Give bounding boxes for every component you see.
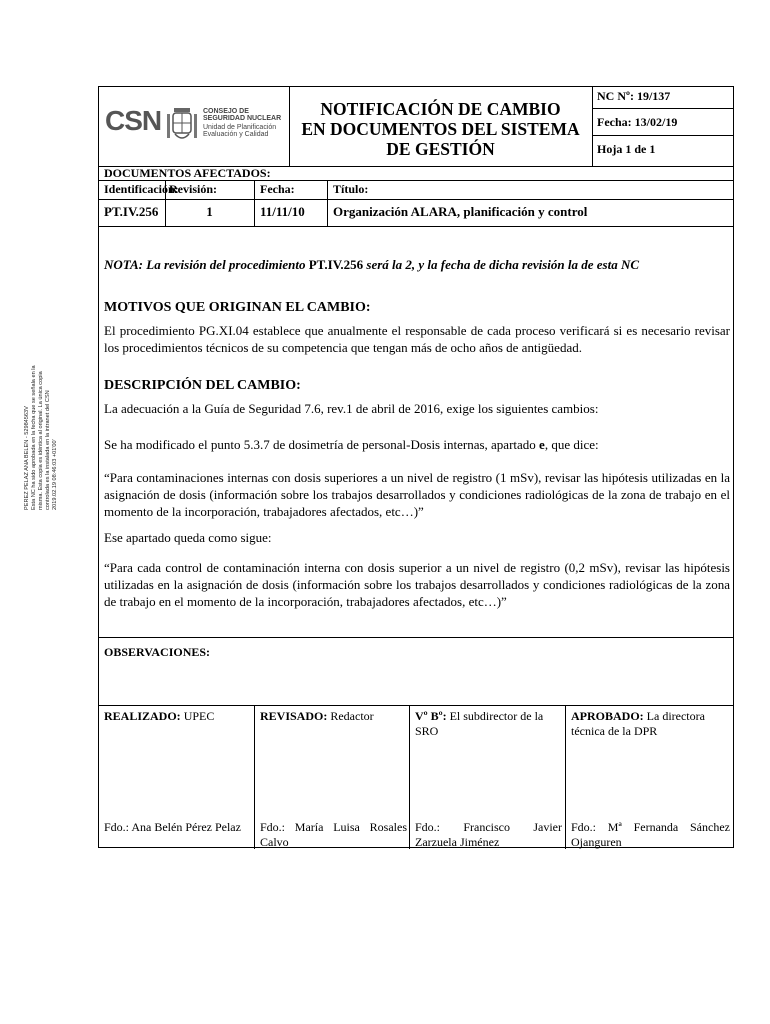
paragraph-text: Se ha modificado el punto 5.3.7 de dosimetría de personal-Dosis internas, apartado <box>104 437 540 452</box>
paragraph-text: , que dice: <box>544 437 599 452</box>
original-clause-quote: “Para contaminaciones internas con dosis superiores a un nivel de registro (1 mSv), revisar las hipótesis utilizadas en la asignación de dosis (información sobre los trabajos desarrollados y condiciones radiológicas de la zona de trabajo en el momento de la incorporación, trabajadores afectados, etc…)” <box>104 470 730 519</box>
form-date: Fecha: 13/02/19 <box>597 115 678 129</box>
side-note-line: 2019.02.19 08:46:03 +01'00' <box>52 439 58 510</box>
signer-revisado: Fdo.: María Luisa Rosales Calvo <box>260 820 407 849</box>
signer-vb: Fdo.: Francisco Javier Zarzuela Jiménez <box>415 820 562 849</box>
signer-aprobado: Fdo.: Mª Fernanda Sánchez Ojanguren <box>571 820 730 849</box>
reasons-text: El procedimiento PG.XI.04 establece que anualmente el responsable de cada proceso verificará si es necesario revisar los procedimientos técnicos de su competencia que tengan más de ocho años de antigüedad. <box>104 323 730 355</box>
title-line: NOTIFICACIÓN DE CAMBIO <box>320 99 561 119</box>
logo-unit-name <box>203 124 276 138</box>
note-procedure-id: PT.IV.256 <box>308 257 364 272</box>
cell-document-id: PT.IV.256 <box>104 204 159 219</box>
csn-logo <box>103 101 283 151</box>
side-note-line: PEREZ PELAZ ANA BELEN - 52984563V <box>24 406 30 510</box>
logo-line: SEGURIDAD NUCLEAR <box>203 115 282 122</box>
side-note-line: controlada es la instalada en la intranet del CSN <box>45 390 51 510</box>
role-value: La directora técnica de la DPR <box>571 709 705 738</box>
role-value: UPEC <box>180 709 215 723</box>
section-affected-documents: DOCUMENTOS AFECTADOS: <box>104 166 271 180</box>
column-header-revision: Revisión: <box>169 182 217 196</box>
section-reasons-title: MOTIVOS QUE ORIGINAN EL CAMBIO: <box>104 300 371 315</box>
note-text: será la 2, y la fecha de dicha revisión la de esta NC <box>363 257 640 272</box>
cell-title: Organización ALARA, planificación y control <box>333 204 588 219</box>
role-value: Redactor <box>327 709 374 723</box>
role-label: Vº Bº: <box>415 709 447 723</box>
column-header-title: Título: <box>333 182 369 196</box>
side-note-line: Esta NC ha sido aprobada en la fecha que se señala en la <box>31 365 37 510</box>
description-paragraph: La adecuación a la Guía de Seguridad 7.6, rev.1 de abril de 2016, exige los siguientes cambios: <box>104 401 599 416</box>
side-certification-note <box>24 310 59 510</box>
signature-realizado-role <box>104 709 250 724</box>
logo-text: CSN <box>105 105 162 136</box>
logo-line: CONSEJO DE <box>203 108 249 115</box>
role-label: APROBADO: <box>571 709 644 723</box>
role-label: REVISADO: <box>260 709 328 723</box>
signer-realizado: Fdo.: Ana Belén Pérez Pelaz <box>104 820 241 834</box>
title-line: EN DOCUMENTOS DEL SISTEMA <box>301 119 580 139</box>
signature-revisado-role <box>260 709 405 724</box>
role-value: El subdirector de la SRO <box>415 709 544 738</box>
section-observations-title: OBSERVACIONES: <box>104 645 211 659</box>
document-form <box>98 86 734 848</box>
nc-number: NC Nº: 19/137 <box>597 89 671 103</box>
note-text: NOTA: La revisión del procedimiento <box>104 257 309 272</box>
cell-date: 11/11/10 <box>260 204 305 219</box>
revision-note <box>104 256 730 273</box>
paragraph-bold-letter: e <box>539 437 545 452</box>
coat-of-arms-icon <box>165 104 199 144</box>
description-paragraph: Ese apartado queda como sigue: <box>104 530 272 545</box>
new-clause-quote: “Para cada control de contaminación interna con dosis superior a un nivel de registro (0,2 mSv), revisar las hipótesis utilizadas en la asignación de dosis (información sobre los trabajos desarrollados y condiciones radiológicas de la zona de trabajo en el momento de la incorporación, trabajadores afectados, etc…)” <box>104 560 730 609</box>
role-label: REALIZADO: <box>104 709 181 723</box>
title-line: DE GESTIÓN <box>386 139 495 159</box>
logo-line: Evaluación y Calidad <box>203 131 269 138</box>
column-header-id: Identificación: <box>104 182 179 196</box>
description-paragraph <box>104 436 730 453</box>
logo-org-name <box>203 108 281 122</box>
page-count: Hoja 1 de 1 <box>597 142 656 156</box>
cell-revision: 1 <box>206 204 213 219</box>
signature-aprobado-role <box>571 709 731 739</box>
logo-line: Unidad de Planificación <box>203 124 277 131</box>
section-description-title: DESCRIPCIÓN DEL CAMBIO: <box>104 378 301 393</box>
form-title <box>289 99 592 159</box>
column-header-date: Fecha: <box>260 182 295 196</box>
signature-vb-role <box>415 709 561 739</box>
side-note-line: misma. Esta copia es idéntica al original. La única copia <box>38 371 44 510</box>
